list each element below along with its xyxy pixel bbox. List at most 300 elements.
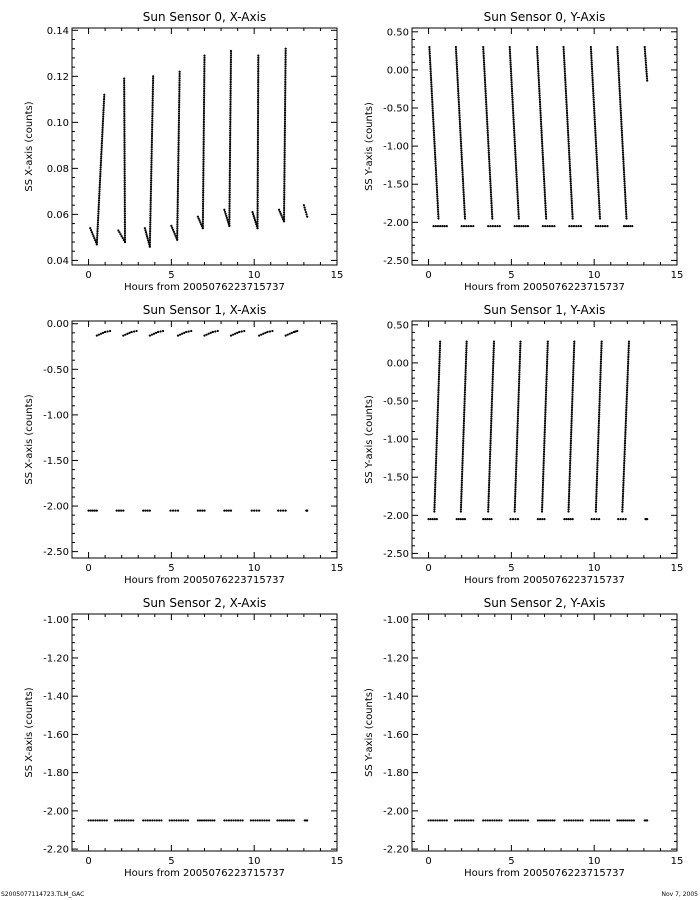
data-point — [568, 158, 570, 160]
data-point — [568, 504, 570, 506]
data-point — [562, 46, 564, 48]
data-point — [284, 110, 286, 112]
data-point — [257, 103, 259, 105]
data-point — [515, 457, 517, 459]
data-point — [541, 134, 543, 136]
data-point — [487, 138, 489, 140]
data-point — [257, 185, 259, 187]
data-point — [461, 162, 463, 164]
data-point — [628, 345, 630, 347]
data-point — [284, 143, 286, 145]
data-point — [284, 116, 286, 118]
data-point — [176, 223, 178, 225]
data-point — [266, 819, 268, 821]
data-point — [509, 48, 511, 50]
data-point — [516, 451, 518, 453]
data-point — [434, 493, 436, 495]
data-point — [102, 109, 104, 111]
data-point — [228, 212, 230, 214]
data-point — [202, 227, 204, 229]
data-point — [563, 55, 565, 57]
data-point — [517, 407, 519, 409]
data-point — [257, 55, 259, 57]
data-point — [437, 206, 439, 208]
data-point — [461, 225, 463, 227]
data-point — [625, 518, 627, 520]
data-point — [257, 141, 259, 143]
data-point — [461, 462, 463, 464]
data-point — [464, 376, 466, 378]
data-point — [230, 68, 232, 70]
data-point — [283, 178, 285, 180]
y-tick-label: -0.50 — [383, 396, 409, 408]
data-point — [251, 510, 253, 512]
data-point — [432, 116, 434, 118]
data-point — [626, 378, 628, 380]
data-point — [438, 376, 440, 378]
data-point — [515, 473, 517, 475]
data-point — [546, 352, 548, 354]
data-point — [572, 217, 574, 219]
data-point — [123, 139, 125, 141]
data-point — [431, 103, 433, 105]
data-point — [433, 510, 435, 512]
data-point — [203, 334, 205, 336]
data-point — [257, 183, 259, 185]
data-point — [568, 154, 570, 156]
data-point — [597, 178, 599, 180]
data-point — [123, 150, 125, 152]
data-point — [624, 195, 626, 197]
data-point — [543, 460, 545, 462]
data-point — [207, 819, 209, 821]
data-point — [618, 70, 620, 72]
data-point — [284, 63, 286, 65]
data-point — [596, 169, 598, 171]
data-point — [488, 473, 490, 475]
data-point — [460, 491, 462, 493]
data-point — [594, 123, 596, 125]
data-point — [229, 107, 231, 109]
data-point — [435, 167, 437, 169]
data-point — [283, 198, 285, 200]
data-point — [257, 92, 259, 94]
data-point — [460, 143, 462, 145]
data-point — [527, 819, 529, 821]
data-point — [283, 211, 285, 213]
data-point — [283, 191, 285, 193]
data-point — [99, 171, 101, 173]
data-point — [150, 159, 152, 161]
data-point — [257, 145, 259, 147]
data-point — [261, 819, 263, 821]
data-point — [491, 819, 493, 821]
data-point — [98, 188, 100, 190]
data-point — [99, 179, 101, 181]
data-point — [438, 358, 440, 360]
data-point — [516, 449, 518, 451]
data-point — [144, 227, 146, 229]
data-point — [437, 215, 439, 217]
data-point — [229, 158, 231, 160]
data-point — [515, 455, 517, 457]
data-point — [517, 409, 519, 411]
data-point — [493, 349, 495, 351]
data-point — [625, 420, 627, 422]
data-point — [515, 475, 517, 477]
data-point — [482, 50, 484, 52]
data-point — [568, 497, 570, 499]
data-point — [152, 75, 154, 77]
data-point — [303, 206, 305, 208]
data-point — [466, 340, 468, 342]
data-point — [432, 110, 434, 112]
data-point — [565, 86, 567, 88]
data-point — [618, 86, 620, 88]
data-point — [516, 427, 518, 429]
data-point — [571, 411, 573, 413]
data-point — [645, 68, 647, 70]
data-point — [484, 72, 486, 74]
data-point — [596, 480, 598, 482]
data-point — [103, 105, 105, 107]
data-point — [439, 356, 441, 358]
data-point — [545, 396, 547, 398]
data-point — [256, 218, 258, 220]
data-point — [571, 206, 573, 208]
data-point — [462, 440, 464, 442]
data-point — [230, 54, 232, 56]
data-point — [564, 75, 566, 77]
data-point — [124, 188, 126, 190]
data-point — [229, 183, 231, 185]
data-point — [151, 108, 153, 110]
data-point — [150, 199, 152, 201]
data-point — [489, 464, 491, 466]
data-point — [202, 174, 204, 176]
data-point — [257, 158, 259, 160]
data-point — [258, 510, 260, 512]
data-point — [595, 491, 597, 493]
data-point — [434, 491, 436, 493]
data-point — [225, 215, 227, 217]
data-point — [488, 151, 490, 153]
data-point — [284, 134, 286, 136]
data-point — [203, 103, 205, 105]
data-point — [106, 819, 108, 821]
data-point — [202, 176, 204, 178]
data-point — [100, 164, 102, 166]
data-point — [176, 230, 178, 232]
data-point — [123, 82, 125, 84]
data-point — [284, 74, 286, 76]
data-point — [627, 371, 629, 373]
data-point — [511, 90, 513, 92]
data-point — [433, 132, 435, 134]
data-point — [486, 112, 488, 114]
footer-source-file: S2005077114723.TLM_GAC — [1, 891, 85, 898]
data-point — [202, 218, 204, 220]
data-point — [599, 225, 601, 227]
x-tick-label: 0 — [425, 270, 432, 281]
data-point — [202, 214, 204, 216]
data-point — [150, 179, 152, 181]
data-point — [515, 171, 517, 173]
data-point — [201, 510, 203, 512]
data-point — [565, 518, 567, 520]
data-point — [566, 121, 568, 123]
data-point — [618, 75, 620, 77]
data-point — [229, 161, 231, 163]
data-point — [178, 104, 180, 106]
data-point — [489, 462, 491, 464]
x-tick-label: 0 — [85, 563, 92, 574]
data-point — [458, 101, 460, 103]
data-point — [178, 126, 180, 128]
data-point — [517, 204, 519, 206]
data-point — [536, 53, 538, 55]
x-axis-label: Hours from 2005076223715737 — [464, 282, 625, 293]
data-point — [211, 819, 213, 821]
data-point — [517, 422, 519, 424]
data-point — [456, 77, 458, 79]
data-point — [491, 389, 493, 391]
data-point — [257, 63, 259, 65]
data-point — [567, 138, 569, 140]
data-point — [243, 330, 245, 332]
data-point — [456, 75, 458, 77]
data-point — [568, 482, 570, 484]
data-point — [152, 86, 154, 88]
data-point — [517, 209, 519, 211]
data-point — [124, 230, 126, 232]
data-point — [456, 66, 458, 68]
data-point — [178, 128, 180, 130]
data-point — [304, 209, 306, 211]
data-point — [149, 241, 151, 243]
data-point — [567, 510, 569, 512]
data-point — [623, 169, 625, 171]
data-point — [623, 466, 625, 468]
data-point — [458, 110, 460, 112]
data-point — [492, 358, 494, 360]
data-point — [459, 134, 461, 136]
data-point — [491, 391, 493, 393]
data-point — [545, 215, 547, 217]
data-point — [484, 81, 486, 83]
data-point — [595, 495, 597, 497]
data-point — [283, 218, 285, 220]
data-point — [202, 207, 204, 209]
data-point — [518, 225, 520, 227]
data-point — [256, 223, 258, 225]
data-point — [102, 122, 104, 124]
data-point — [283, 180, 285, 182]
data-point — [455, 53, 457, 55]
data-point — [569, 466, 571, 468]
data-point — [644, 55, 646, 57]
data-point — [490, 518, 492, 520]
data-point — [464, 217, 466, 219]
chart-title: Sun Sensor 0, Y-Axis — [483, 10, 606, 24]
data-point — [229, 103, 231, 105]
data-point — [460, 149, 462, 151]
data-point — [436, 433, 438, 435]
data-point — [284, 85, 286, 87]
data-point — [257, 132, 259, 134]
data-point — [464, 380, 466, 382]
data-point — [464, 378, 466, 380]
data-point — [617, 50, 619, 52]
data-point — [463, 418, 465, 420]
data-point — [572, 518, 574, 520]
data-point — [437, 402, 439, 404]
data-point — [177, 334, 179, 336]
data-point — [512, 110, 514, 112]
data-point — [460, 518, 462, 520]
data-point — [623, 457, 625, 459]
data-point — [541, 504, 543, 506]
data-point — [600, 367, 602, 369]
data-point — [619, 103, 621, 105]
data-point — [527, 225, 529, 227]
data-point — [489, 176, 491, 178]
data-point — [130, 819, 132, 821]
data-point — [624, 182, 626, 184]
data-point — [628, 347, 630, 349]
data-point — [462, 173, 464, 175]
data-point — [305, 211, 307, 213]
data-point — [537, 75, 539, 77]
y-tick-label: -1.00 — [383, 615, 409, 627]
x-tick-label: 5 — [508, 270, 515, 281]
data-point — [437, 391, 439, 393]
data-point — [226, 217, 228, 219]
data-point — [257, 165, 259, 167]
data-point — [626, 391, 628, 393]
data-point — [263, 819, 265, 821]
data-point — [593, 518, 595, 520]
data-point — [434, 502, 436, 504]
data-point — [150, 173, 152, 175]
data-point — [625, 204, 627, 206]
data-point — [284, 105, 286, 107]
data-point — [462, 435, 464, 437]
data-point — [645, 64, 647, 66]
data-point — [177, 186, 179, 188]
data-point — [547, 340, 549, 342]
data-point — [620, 125, 622, 127]
data-point — [151, 144, 153, 146]
data-point — [617, 518, 619, 520]
data-point — [145, 233, 147, 235]
data-point — [436, 198, 438, 200]
data-point — [228, 209, 230, 211]
chart-title: Sun Sensor 0, X-Axis — [142, 10, 267, 24]
data-point — [430, 70, 432, 72]
data-point — [517, 195, 519, 197]
data-point — [429, 50, 431, 52]
data-point — [541, 499, 543, 501]
data-point — [624, 200, 626, 202]
data-point — [123, 86, 125, 88]
data-point — [305, 213, 307, 215]
data-point — [565, 101, 567, 103]
data-point — [622, 819, 624, 821]
data-point — [595, 504, 597, 506]
data-point — [565, 92, 567, 94]
data-point — [546, 347, 548, 349]
data-point — [487, 143, 489, 145]
data-point — [625, 404, 627, 406]
data-point — [459, 118, 461, 120]
data-point — [546, 349, 548, 351]
data-point — [620, 118, 622, 120]
data-point — [257, 81, 259, 83]
data-point — [202, 185, 204, 187]
data-point — [151, 133, 153, 135]
data-point — [463, 413, 465, 415]
data-point — [569, 160, 571, 162]
data-point — [124, 239, 126, 241]
data-point — [122, 510, 124, 512]
data-point — [544, 193, 546, 195]
data-point — [437, 389, 439, 391]
chart-panel-1 — [364, 10, 683, 293]
data-point — [203, 68, 205, 70]
data-point — [284, 72, 286, 74]
data-point — [124, 172, 126, 174]
data-point — [544, 189, 546, 191]
data-point — [257, 85, 259, 87]
data-point — [278, 819, 280, 821]
data-point — [536, 46, 538, 48]
data-point — [624, 187, 626, 189]
data-point — [517, 198, 519, 200]
data-point — [436, 442, 438, 444]
data-point — [123, 137, 125, 139]
y-tick-label: 0.00 — [386, 358, 409, 370]
data-point — [597, 444, 599, 446]
data-point — [487, 134, 489, 136]
data-point — [436, 195, 438, 197]
data-point — [463, 819, 465, 821]
data-point — [483, 61, 485, 63]
data-point — [284, 138, 286, 140]
data-point — [203, 143, 205, 145]
data-point — [202, 216, 204, 218]
data-point — [123, 128, 125, 130]
data-point — [618, 88, 620, 90]
data-point — [291, 332, 293, 334]
data-point — [99, 173, 101, 175]
data-point — [597, 438, 599, 440]
data-point — [537, 518, 539, 520]
data-point — [177, 188, 179, 190]
y-tick-label: -2.00 — [383, 217, 409, 229]
data-point — [436, 184, 438, 186]
data-point — [601, 340, 603, 342]
data-point — [190, 330, 192, 332]
data-point — [539, 101, 541, 103]
data-point — [488, 156, 490, 158]
data-point — [98, 204, 100, 206]
data-point — [567, 129, 569, 131]
data-point — [543, 444, 545, 446]
data-point — [490, 422, 492, 424]
data-point — [542, 484, 544, 486]
x-axis-label: Hours from 2005076223715737 — [124, 868, 285, 879]
